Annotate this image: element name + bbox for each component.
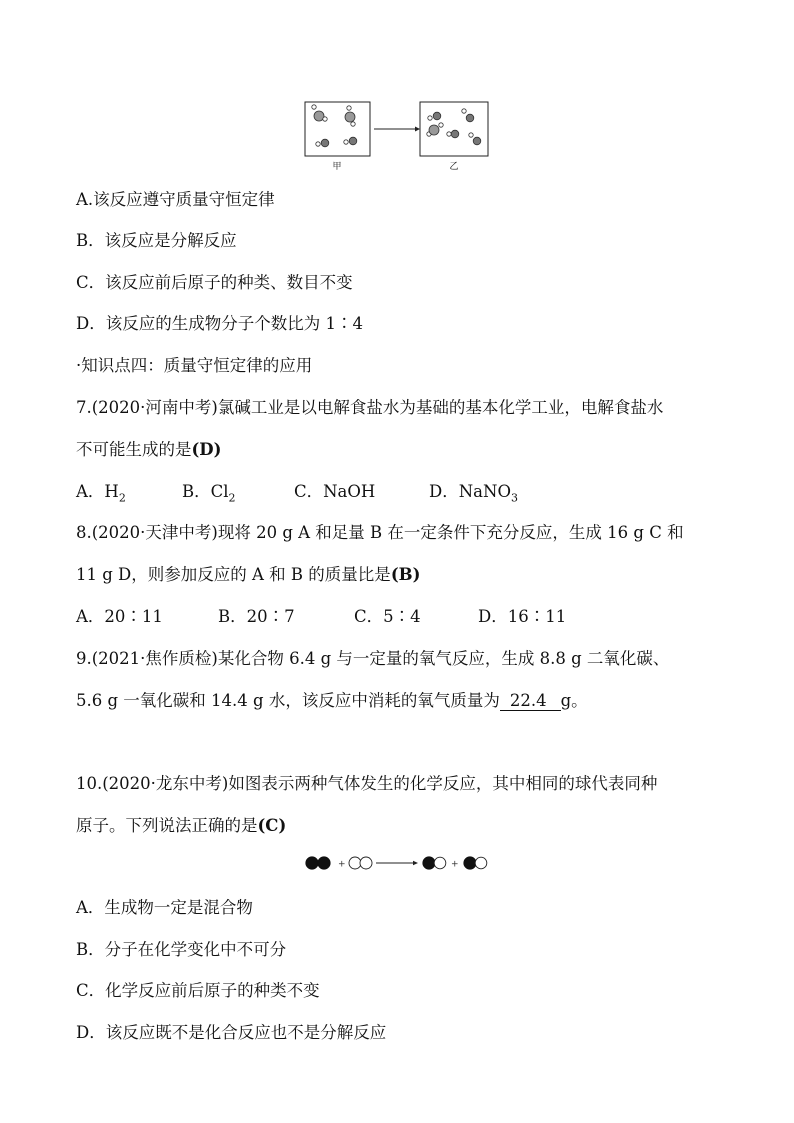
q6-option-d: D．该反应的生成物分子个数比为 1∶4 [76,314,363,333]
q8-stem-line2 [76,564,420,586]
q10-option-c: C．化学反应前后原子的种类不变 [76,981,320,1000]
q10-option-a: A．生成物一定是混合物 [76,898,253,917]
q7-stem-line1: 7.(2020·河南中考)氯碱工业是以电解食盐水为基础的基本化学工业，电解食盐水 [76,398,664,417]
product-molecule-1 [423,857,446,869]
q9-unit: g。 [560,691,588,710]
q7-stem-text: 不可能生成的是 [76,440,192,459]
q7-option-d: D．NaNO$_3$ [429,482,518,505]
q9-stem-line1: 9.(2021·焦作质检)某化合物 6.4 g 与一定量的氧气反应，生成 8.8 g 二氧化碳、 [76,649,670,668]
q10-option-d: D．该反应既不是化合反应也不是分解反应 [76,1023,387,1042]
q7-option-a: A．$H_2$ [76,482,126,505]
q7-option-b: B．$Cl_2$ [182,482,236,505]
q10-stem-text: 原子。下列说法正确的是 [76,816,258,835]
q10-answer: (C) [257,816,287,835]
figure-label-yi: 乙 [449,162,459,172]
q7-stem-line2 [76,439,221,461]
q6-option-c: C．该反应前后原子的种类、数目不变 [76,273,353,292]
product-molecule-2 [464,857,487,869]
reaction-figure-2 [300,853,500,873]
q9-answer-blank: 22.4 [500,692,561,711]
reactant-black-molecule [306,857,330,869]
section-title: ·知识点四：质量守恒定律的应用 [76,356,313,375]
q8-options [76,606,566,628]
box-yi [420,102,488,156]
box-jia [305,102,370,156]
reaction-figure-1 [300,98,500,160]
reactant-white-molecule [349,857,372,869]
q8-answer: (B) [390,565,421,584]
q8-option-c: C．5∶4 [354,607,421,626]
q8-stem-text: 11 g D，则参加反应的 A 和 B 的质量比是 [76,565,391,584]
q10-stem-line2 [76,815,286,837]
q7-option-c: C．NaOH [294,482,376,501]
q8-option-b: B．20∶7 [218,607,295,626]
q8-option-a: A．20∶11 [76,607,163,626]
q9-stem-text: 5.6 g 一氧化碳和 14.4 g 水，该反应中消耗的氧气质量为 [76,691,500,710]
q6-option-b: B．该反应是分解反应 [76,231,237,250]
q8-option-d: D．16∶11 [478,607,567,626]
q7-answer: (D) [191,440,222,459]
plus-sign-1: + [338,859,346,870]
q10-stem-line1: 10.(2020·龙东中考)如图表示两种气体发生的化学反应，其中相同的球代表同种 [76,774,658,793]
q10-option-b: B．分子在化学变化中不可分 [76,940,287,959]
q6-option-a: A.该反应遵守质量守恒定律 [76,190,275,209]
figure-label-jia: 甲 [332,162,342,172]
plus-sign-2: + [451,859,459,870]
q7-options [76,481,518,509]
q8-stem-line1: 8.(2020·天津中考)现将 20 g A 和足量 B 在一定条件下充分反应，生成 16 g C 和 [76,523,684,542]
q9-stem-line2 [76,690,588,712]
